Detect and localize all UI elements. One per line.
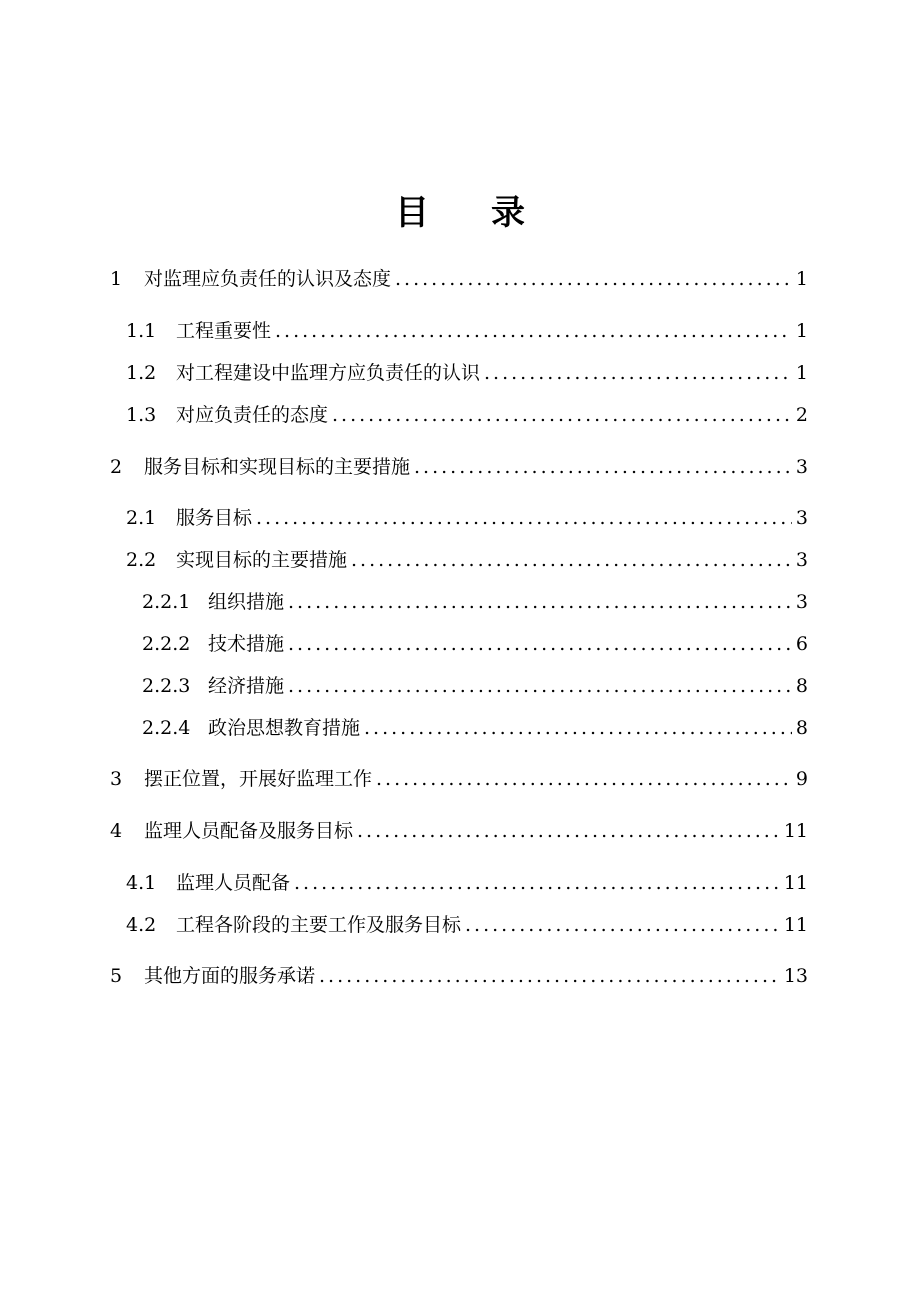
- toc-entry-text: 技术措施: [208, 633, 285, 655]
- toc-entry-page: 3: [795, 549, 808, 571]
- toc-leader-dots: [357, 816, 780, 846]
- toc-leader-dots: [256, 503, 792, 533]
- toc-entry[interactable]: [110, 264, 808, 294]
- toc-entry-text: 实现目标的主要措施: [176, 549, 348, 571]
- toc-entry-page: 3: [795, 507, 808, 529]
- toc-entry-text: 监理人员配备: [176, 872, 291, 894]
- toc-entry-number: 4.2: [126, 914, 157, 936]
- toc-entry-page: 13: [783, 965, 808, 987]
- toc-entry-page: 3: [795, 591, 808, 613]
- page-title: [0, 188, 920, 238]
- toc-entry-page: 9: [795, 768, 808, 790]
- toc-leader-dots: [465, 910, 780, 940]
- toc-entry-number: 5: [110, 965, 123, 987]
- toc-entry-number: 2.2.4: [142, 717, 191, 739]
- toc-entry-number: 2: [110, 456, 123, 478]
- toc-entry-number: 2.2: [126, 549, 157, 571]
- toc-leader-dots: [376, 764, 792, 794]
- toc-entry-page: 11: [783, 820, 808, 842]
- toc-entry[interactable]: [142, 713, 808, 743]
- toc-leader-dots: [275, 316, 792, 346]
- toc-leader-dots: [288, 629, 792, 659]
- toc-entry[interactable]: [110, 961, 808, 991]
- toc-entry[interactable]: [126, 503, 808, 533]
- toc-entry[interactable]: [142, 629, 808, 659]
- toc-entry[interactable]: [126, 910, 808, 940]
- toc-leader-dots: [288, 671, 792, 701]
- toc-entry[interactable]: [110, 452, 808, 482]
- toc-leader-dots: [319, 961, 780, 991]
- toc-entry-text: 其他方面的服务承诺: [144, 965, 316, 987]
- toc-entry-number: 2.2.1: [142, 591, 191, 613]
- toc-entry-number: 1.3: [126, 404, 157, 426]
- toc-entry-text: 服务目标: [176, 507, 253, 529]
- toc-entry-text: 组织措施: [208, 591, 285, 613]
- toc-leader-dots: [294, 868, 780, 898]
- toc-entry[interactable]: [126, 316, 808, 346]
- toc-entry-text: 对监理应负责任的认识及态度: [144, 268, 392, 290]
- toc-entry[interactable]: [126, 400, 808, 430]
- toc-entry-number: 2.2.3: [142, 675, 191, 697]
- toc-entry-text: 经济措施: [208, 675, 285, 697]
- toc-entry-page: 1: [795, 320, 808, 342]
- toc-leader-dots: [364, 713, 792, 743]
- toc-entry-number: 4: [110, 820, 123, 842]
- toc-entry-number: 1.1: [126, 320, 157, 342]
- toc-entry-page: 11: [783, 914, 808, 936]
- toc-entry-number: 3: [110, 768, 123, 790]
- toc-entry[interactable]: [126, 358, 808, 388]
- toc-entry-number: 2.1: [126, 507, 157, 529]
- toc-entry-text: 对应负责任的态度: [176, 404, 329, 426]
- toc-entry-text: 服务目标和实现目标的主要措施: [144, 456, 411, 478]
- toc-entry[interactable]: [110, 816, 808, 846]
- toc-entry-text: 工程各阶段的主要工作及服务目标: [176, 914, 462, 936]
- toc-leader-dots: [414, 452, 792, 482]
- toc-entry[interactable]: [142, 671, 808, 701]
- toc-leader-dots: [332, 400, 792, 430]
- toc-entry-page: 2: [795, 404, 808, 426]
- toc-entry[interactable]: [126, 868, 808, 898]
- toc-entry-page: 8: [795, 717, 808, 739]
- title-char-left: 目: [395, 193, 429, 233]
- toc-leader-dots: [288, 587, 792, 617]
- toc-entry[interactable]: [142, 587, 808, 617]
- toc-entry-number: 1.2: [126, 362, 157, 384]
- toc-entry-page: 3: [795, 456, 808, 478]
- toc-entry-page: 1: [795, 362, 808, 384]
- toc-entry-text: 政治思想教育措施: [208, 717, 361, 739]
- toc-entry-page: 8: [795, 675, 808, 697]
- title-char-right: 录: [491, 193, 525, 233]
- toc-leader-dots: [351, 545, 792, 575]
- toc-entry-text: 摆正位置，开展好监理工作: [144, 768, 373, 790]
- toc-entry-text: 工程重要性: [176, 320, 272, 342]
- toc-entry[interactable]: [110, 764, 808, 794]
- toc-entry-number: 4.1: [126, 872, 157, 894]
- toc-entry-number: 2.2.2: [142, 633, 191, 655]
- toc-entry-text: 监理人员配备及服务目标: [144, 820, 354, 842]
- toc-entry-text: 对工程建设中监理方应负责任的认识: [176, 362, 481, 384]
- toc-entry-page: 6: [795, 633, 808, 655]
- toc-entry-page: 11: [783, 872, 808, 894]
- toc-entry-number: 1: [110, 268, 123, 290]
- toc-leader-dots: [484, 358, 792, 388]
- toc-entry-page: 1: [795, 268, 808, 290]
- toc-entry[interactable]: [126, 545, 808, 575]
- toc-leader-dots: [395, 264, 792, 294]
